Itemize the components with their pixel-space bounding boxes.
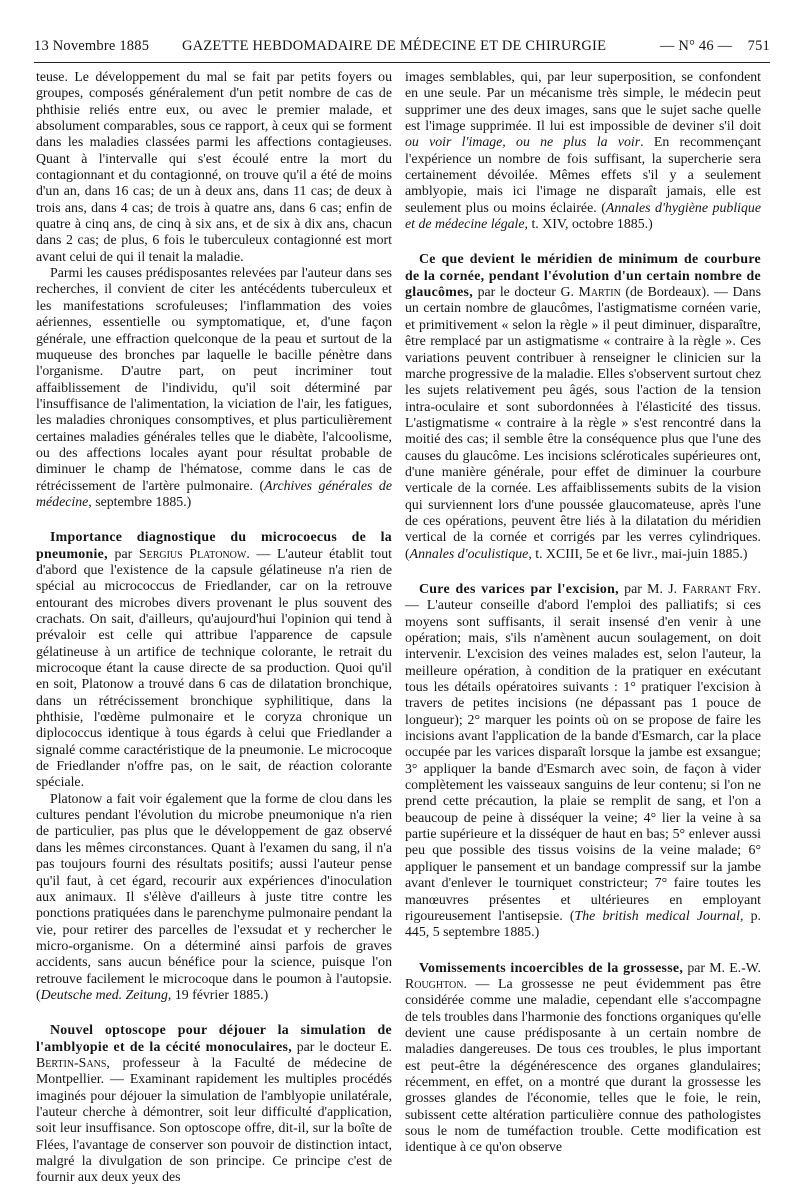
article-author: Farrant Fry [682, 580, 758, 596]
article-farrant-fry: Cure des varices par l'excision, par M. J. Farrant Fry. — L'auteur conseille d'abord l'emploi des palliatifs; si ces moyens sont suffisants, il serait insensé d'en venir à une opération; mais, s'ils n'amènent aucun soulagement, on doit intervenir. L'excision des veines malades est, selon l'auteur, la meilleure opération, à condition de la pratiquer en exécutant tous les détails opératoires suivants : 1° pratiquer l'excision à travers de petites incisions (ne dépassant pas 1 pouce de longueur); 2° marquer les points où on se propose de faire les incisions avant l'application de la bande d'Esmarch, car la place occupée par les varices disparaît lorsque la jambe est exsangue; 3° appliquer la bande d'Esmarch avec soin, de façon à vider complètement les vaisseaux sanguins de leur contenu; si l'on ne prend cette précaution, la plaie se remplit de sang, et l'on a beaucoup de peine à disséquer la veine; 4° lier la veine à sa partie supérieure et la disséquer de haut en bas; 5° enlever aussi peu que possible des tissus voisins de la veine malade; 6° appliquer le pansement et un bandage compressif sur la jambe avant d'enlever le tourniquet constricteur; 7° faire toutes les manœuvres présentes et ultérieures en employant rigoureusement l'antisepsie. (The british medical Journal, p. 445, 5 septembre 1885.) [405, 580, 761, 940]
article-title: Nouvel optoscope pour déjouer la simulation de l'amblyopie et de la cécité monoculaires, [36, 1022, 392, 1054]
article-author: Sergius Platonow [138, 545, 247, 561]
header-rule [34, 62, 770, 63]
header-date: 13 Novembre 1885 [34, 38, 150, 54]
running-header [34, 38, 770, 60]
article-platonow: Importance diagnostique du microcoecus de la pneumonie, par Sergius Platonow. — L'auteur établit tout d'abord que l'existence de la capsule gélatineuse n'a rien de spécial au micrococcus de Friedlander, car on la retrouve entourant des microbes divers provenant le plus souvent des crachats. On sait, d'ailleurs, qu'aujourd'hui l'opinion qui tend à prévaloir est celle qui attribue l'apparence de capsule gélatineuse à un artifice de technique colorante, le retrait du microcoque étant la cause directe de sa production. Quoi qu'il en soit, Platonow a trouvé dans 6 cas de dilatation bronchique, dans un rétrécissement bronchique syphilitique, dans la phthisie, l'œdème pulmonaire et le coryza chronique un diplococcus identique à tous égards à celui que Friedlander a signalé comme caractéristique de la pneumonie. Le microcoque de Friedlander n'offre pas, on le sait, de réaction colorante spéciale. [36, 529, 392, 790]
header-issue: — N° 46 — [659, 38, 733, 54]
paragraph: images semblables, qui, par leur superposition, se confondent en une seule. Par un mécanisme très simple, le médecin peut supprimer une des deux images, sans que le sujet sache quelle est l'image supprimée. Il lui est impossible de deviner s'il doit ou voir l'image, ou ne plus la voir. En recommençant l'expérience un nombre de fois suffisant, la supercherie sera certainement dévoilée. Mêmes effets s'il y a seulement amblyopie, mais ici l'image ne disparaît jamais, elle est seulement plus ou moins éclairée. (Annales d'hygiène publique et de médecine légale, t. XIV, octobre 1885.) [405, 69, 761, 232]
citation: Archives générales de médecine [36, 477, 392, 509]
article-author: Bertin-Sans [36, 1054, 107, 1070]
citation: Annales d'oculistique [409, 545, 529, 561]
citation: The british medical Journal [574, 907, 740, 923]
article-roughton: Vomissements incoercibles de la grossesse, par M. E.-W. Roughton. — La grossesse ne peut évidemment pas être considérée comme une maladie, cependant elle s'accompagne de tels troubles dans l'harmonie des fonctions organiques qu'elle devient une cause prédisposante à un certain nombre de maladies dangereuses. De tous ces troubles, le plus important est peut-être la dégénérescence des organes glandulaires; récemment, en effet, on a montré que durant la grossesse les grosses glandes de l'économie, telles que le foie, le rein, subissent cette altération particulière connue des pathologistes sous le nom de tuméfaction trouble. Cette modification est identique à ce qu'on observe [405, 959, 761, 1155]
paragraph: Parmi les causes prédisposantes relevées par l'auteur dans ses recherches, il convient de citer les antécédents tuberculeux et les manifestations scrofuleuses; l'inflammation des voies aériennes, essentielle ou symptomatique, et, d'une façon générale, une effraction quelconque de la peau et surtout de la muqueuse des bronches par laquelle le bacille pénètre dans l'organisme. D'autre part, on peut incriminer tout affaiblissement de l'individu, qu'il soit déterminé par l'insuffisance de l'alimentation, la viciation de l'air, les fatigues, les maladies chroniques consomptives, et plus particulièrement certaines maladies générales telles que le diabète, l'alcoolisme, ou des affections locales ayant pour résultat probable de diminuer le champ de l'hématose, comme dans le cas de rétrécissement de l'artère pulmonaire. (Archives générales de médecine, septembre 1885.) [36, 265, 392, 509]
article-title: Ce que devient le méridien de minimum de courbure de la cornée, pendant l'évolution d'un certain nombre de glaucômes, [405, 251, 761, 300]
right-column [405, 69, 761, 1156]
article-title: Cure des varices par l'excision, [419, 580, 619, 596]
article-martin: Ce que devient le méridien de minimum de courbure de la cornée, pendant l'évolution d'un certain nombre de glaucômes, par le docteur G. Martin (de Bordeaux). — Dans un certain nombre de glaucômes, l'astigmatisme cornéen varie, et primitivement « selon la règle » il peut diminuer, disparaître, être remplacé par un astigmatisme « contraire à la règle ». Ces variations peuvent contribuer à renseigner le clinicien sur la marche progressive de la maladie. Elles s'observent surtout chez les sujets relativement peu âgés, sous l'action de la tension intra-oculaire et sont subordonnées à l'élasticité des tissus. L'astigmatisme « contraire à la règle » s'est rencontré dans la moitié des cas; il semble être la conséquence plus que l'une des causes du glaucôme. Les incisions scléroticales supérieures ont, d'une manière générale, pour effet de diminuer la courbure verticale de la cornée. Les affaiblissements subits de la vision qui surviennent lors d'une poussée glaucomateuse, après l'une de ces opérations, peuvent être liés à la dilatation du méridien vertical de la cornée et corrigés par les verres cylindriques. (Annales d'oculistique, t. XCIII, 5e et 6e livr., mai-juin 1885.) [405, 251, 761, 561]
citation: Annales d'hygiène publique et de médecine légale [405, 199, 761, 232]
header-journal-title: GAZETTE HEBDOMADAIRE DE MÉDECINE ET DE CHIRURGIE [182, 38, 607, 54]
citation: Deutsche med. Zeitung [40, 986, 168, 1002]
article-author: Roughton [405, 975, 464, 991]
paragraph: Platonow a fait voir également que la forme de clou dans les cultures pendant l'évolution du microbe pneumonique n'a rien de particulier, pas plus que le développement de gaz observé dans les mêmes circonstances. Quant à l'examen du sang, il n'a pas toujours fourni des résultats positifs; aussi l'auteur pense qu'il faut, à cet égard, recourir aux expériences d'inoculation aux animaux. Il s'élève d'ailleurs à juste titre contre les ponctions pratiquées dans le parenchyme pulmonaire pendant la vie, pour retirer des parcelles de l'exsudat et y rechercher le micro-organisme. On a déterminé ainsi parfois de graves accidents, sans aucun bénéfice pour la science, puisque l'on retrouve facilement le microcoque dans le poumon à l'autopsie. (Deutsche med. Zeitung, 19 février 1885.) [36, 790, 392, 1002]
article-bertin-sans: Nouvel optoscope pour déjouer la simulation de l'amblyopie et de la cécité monoculaires, par le docteur E. Bertin-Sans, professeur à la Faculté de médecine de Montpellier. — Examinant rapidement les multiples procédés imaginés pour déjouer la simulation de l'amblyopie unilatérale, l'auteur cherche à démontrer, soit leur difficulté d'application, soit leur insuffisance. Son optoscope offre, dit-il, sur la boîte de Flées, l'avantage de conserver son pouvoir de distinction intact, malgré la divulgation de son principe. Ce principe c'est de fournir aux deux yeux des [36, 1022, 392, 1185]
header-page-number: 751 [747, 38, 770, 54]
left-column [36, 69, 392, 1186]
paragraph: teuse. Le développement du mal se fait par petits foyers ou groupes, composés généralement d'un petit nombre de cas de phthisie reliés entre eux, ou avec le premier malade, et absolument comparables, sous ce rapport, à ceux qui se forment dans les maladies classées parmi les affections contagieuses. Quant à l'intervalle qui s'est écoulé entre la mort du contagionnant et du contagionné, on trouve qu'il a été de moins d'un an, dans 16 cas; de un à deux ans, dans 11 cas; de deux à trois ans, dans 4 cas; de trois à quatre ans, dans 6 cas; enfin de quatre à cinq ans, de cinq à six ans, et de six à dix ans, chacun dans 2 cas; de plus, 6 fois le tuberculeux contagionné est mort avant celui de qui il tenait la maladie. [36, 69, 392, 264]
header-issue-page [660, 38, 770, 55]
article-title: Vomissements incoercibles de la grossesse, [419, 959, 684, 975]
article-author: Martin [578, 284, 621, 300]
article-title: Importance diagnostique du microcoecus de la pneumonie, [36, 529, 392, 561]
